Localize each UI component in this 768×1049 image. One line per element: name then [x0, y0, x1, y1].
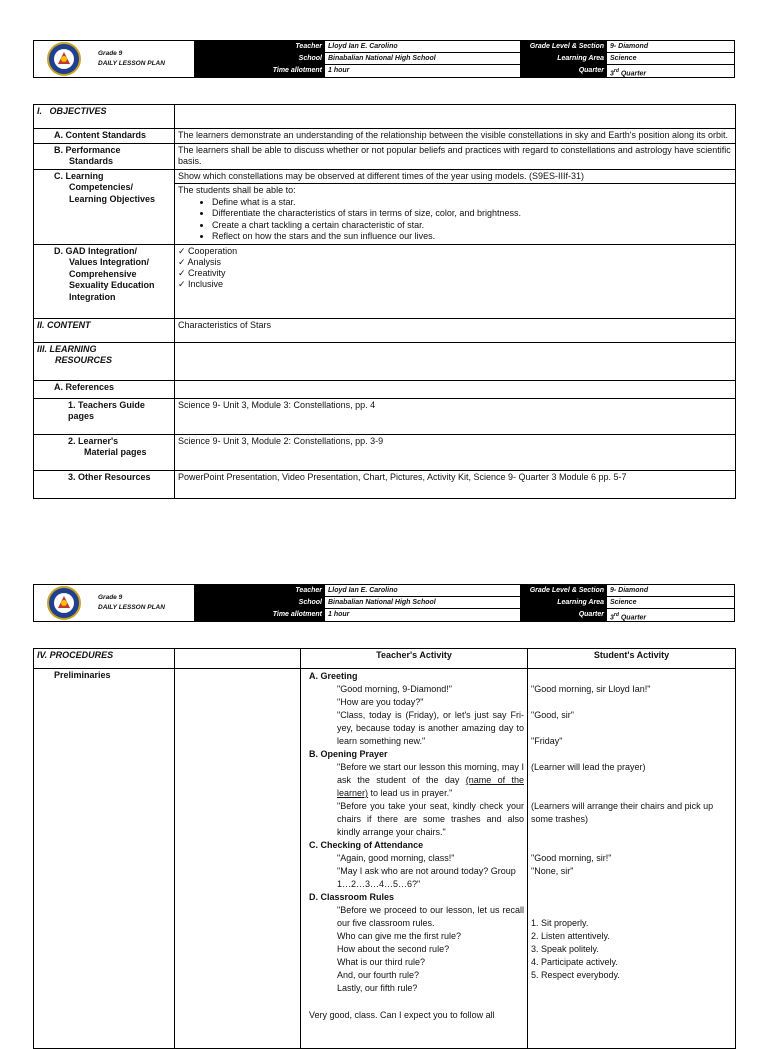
student-line: "Good, sir" — [531, 710, 574, 720]
teacher-line: "How are you today?" — [337, 697, 424, 707]
students-activity-cell — [528, 669, 736, 1049]
teacher-line: "Class, today is (Friday), or let's just say Fri-yey, because today is another amazing day to learn something new." — [337, 710, 524, 746]
learners-material-label: 2. Learner's Material pages — [34, 434, 175, 470]
teacher-line: Very good, class. Can I expect you to follow all — [309, 1010, 495, 1020]
teacher-line: And, our fourth rule? — [337, 970, 420, 980]
checkmark-item: ✓ Analysis — [178, 256, 222, 267]
procedures-table — [33, 648, 736, 1049]
student-line: (Learner will lead the prayer) — [531, 762, 646, 772]
teachers-guide-value: Science 9- Unit 3, Module 3: Constellations, pp. 4 — [175, 398, 736, 434]
content-value: Characteristics of Stars — [175, 318, 736, 342]
teacher-line: "Again, good morning, class!" — [337, 853, 455, 863]
teacher-line: Lastly, our fifth rule? — [337, 983, 418, 993]
student-rule: 3. Speak politely. — [531, 944, 599, 954]
greeting-title: A. Greeting — [309, 671, 358, 681]
student-line: "None, sir" — [531, 866, 574, 876]
teacher-line: Who can give me the first rule? — [337, 931, 462, 941]
teacher-line: "May I ask who are not around today? Group 1…2…3…4…5…6?" — [337, 866, 516, 889]
header-logo-cell — [34, 585, 195, 621]
time-label: Time allotment — [272, 67, 322, 74]
opening-prayer-title: B. Opening Prayer — [309, 749, 388, 759]
deped-seal-logo — [36, 586, 92, 620]
area-label: Learning Area — [557, 599, 604, 606]
grade-title: Grade 9 DAILY LESSON PLAN — [98, 594, 165, 611]
gad-integration-label: D. GAD Integration/ Values Integration/ Comprehensive Sexuality Education Integration — [34, 244, 175, 318]
content-standards-text: The learners demonstrate an understanding of the relationship between the visible constellations in sky and Earth's position along its orbit. — [175, 129, 736, 144]
objective-item: • Create a chart tackling a certain characteristic of star. — [212, 220, 732, 232]
teacher-line: "Before you take your seat, kindly check your chairs if there are some trashes and also kindly arrange your chairs." — [337, 801, 524, 837]
learning-resources-heading: III. LEARNING RESOURCES — [34, 342, 175, 380]
quarter-label: Quarter — [578, 611, 604, 618]
time-value: 1 hour — [328, 611, 350, 618]
performance-standards-label: B. Performance Standards — [34, 143, 175, 169]
competencies-label: C. Learning Competencies/ Learning Objectives — [34, 169, 175, 244]
teachers-guide-label: 1. Teachers Guide pages — [34, 398, 175, 434]
content-standards-label: A. Content Standards — [34, 129, 175, 144]
student-line: "Good morning, sir!" — [531, 853, 612, 863]
deped-seal-logo — [36, 42, 92, 76]
objective-item: • Define what is a star. — [212, 197, 732, 209]
other-resources-label: 3. Other Resources — [34, 470, 175, 498]
area-label: Learning Area — [557, 55, 604, 62]
grade-level-label: Grade Level & Section — [529, 43, 604, 50]
student-rule: 5. Respect everybody. — [531, 970, 620, 980]
school-label: School — [298, 599, 322, 606]
preliminaries-label: Preliminaries — [34, 669, 175, 1049]
procedures-heading: IV. PROCEDURES — [34, 649, 175, 669]
objectives-heading: I. OBJECTIVES — [34, 105, 175, 129]
student-line: "Good morning, sir Lloyd Ian!" — [531, 684, 651, 694]
objectives-table — [33, 104, 736, 499]
content-heading: II. CONTENT — [34, 318, 175, 342]
quarter-label: Quarter — [578, 67, 604, 74]
teacher-label: Teacher — [295, 587, 322, 594]
time-label: Time allotment — [272, 611, 322, 618]
teacher-value: Lloyd Ian E. Carolino — [325, 585, 520, 597]
student-rule: 4. Participate actively. — [531, 957, 618, 967]
teachers-activity-cell — [301, 669, 528, 1049]
quarter-value: 3rd Quarter — [610, 68, 647, 78]
teacher-line: How about the second rule? — [337, 944, 450, 954]
teacher-line: "Before we start our lesson this morning, may I ask the student of the day (name of the learner) to lead us in prayer." — [337, 762, 525, 798]
gad-values-list — [175, 244, 736, 318]
school-value: Binabalian National High School — [325, 597, 520, 609]
competency-text: Show which constellations may be observed at different times of the year using models. (S9ES-IIIf-31) — [175, 169, 736, 184]
student-rule: 1. Sit properly. — [531, 918, 589, 928]
area-value: Science — [607, 53, 734, 65]
grade-level-label: Grade Level & Section — [529, 587, 604, 594]
other-resources-value: PowerPoint Presentation, Video Presentation, Chart, Pictures, Activity Kit, Science 9- Quarter 3 Module 6 pp. 5-7 — [175, 470, 736, 498]
school-label: School — [298, 55, 322, 62]
grade-title: Grade 9 DAILY LESSON PLAN — [98, 50, 165, 67]
checkmark-item: ✓ Cooperation — [178, 245, 238, 256]
quarter-value: 3rd Quarter — [610, 612, 647, 622]
teacher-label: Teacher — [295, 43, 322, 50]
header-logo-cell — [34, 41, 195, 77]
student-line: "Friday" — [531, 736, 563, 746]
lesson-plan-header — [33, 40, 735, 78]
student-line: (Learners will arrange their chairs and pick up some trashes) — [531, 801, 714, 824]
grade-level-value: 9- Diamond — [607, 41, 734, 53]
teachers-activity-header: Teacher's Activity — [301, 649, 528, 669]
learners-material-value: Science 9- Unit 3, Module 2: Constellations, pp. 3-9 — [175, 434, 736, 470]
attendance-title: C. Checking of Attendance — [309, 840, 424, 850]
checkmark-item: ✓ Inclusive — [178, 278, 224, 289]
lesson-plan-header-2 — [33, 584, 735, 622]
teacher-line: What is our third rule? — [337, 957, 426, 967]
references-label: A. References — [34, 380, 175, 398]
performance-standards-text: The learners shall be able to discuss whether or not popular beliefs and practices with regard to constellations and astrology have scientific basis. — [175, 143, 736, 169]
learning-objectives-cell: The students shall be able to: • Define what is a star. • Differentiate the characteristics of stars in terms of size, color, and brightness. • Create a chart tackling a certain characteristic of star. • Reflect on how the stars and the sun influence our lives. — [175, 184, 736, 245]
area-value: Science — [607, 597, 734, 609]
teacher-line: "Good morning, 9-Diamond!" — [337, 684, 452, 694]
teacher-line: "Before we proceed to our lesson, let us recall our five classroom rules. — [337, 905, 524, 928]
checkmark-item: ✓ Creativity — [178, 267, 226, 278]
school-value: Binabalian National High School — [325, 53, 520, 65]
grade-level-value: 9- Diamond — [607, 585, 734, 597]
time-value: 1 hour — [328, 67, 350, 74]
objective-item: • Reflect on how the stars and the sun influence our lives. — [212, 231, 732, 243]
students-activity-header: Student's Activity — [528, 649, 736, 669]
teacher-value: Lloyd Ian E. Carolino — [325, 41, 520, 53]
student-rule: 2. Listen attentively. — [531, 931, 610, 941]
classroom-rules-title: D. Classroom Rules — [309, 892, 395, 902]
objective-item: • Differentiate the characteristics of stars in terms of size, color, and brightness. — [212, 208, 732, 220]
